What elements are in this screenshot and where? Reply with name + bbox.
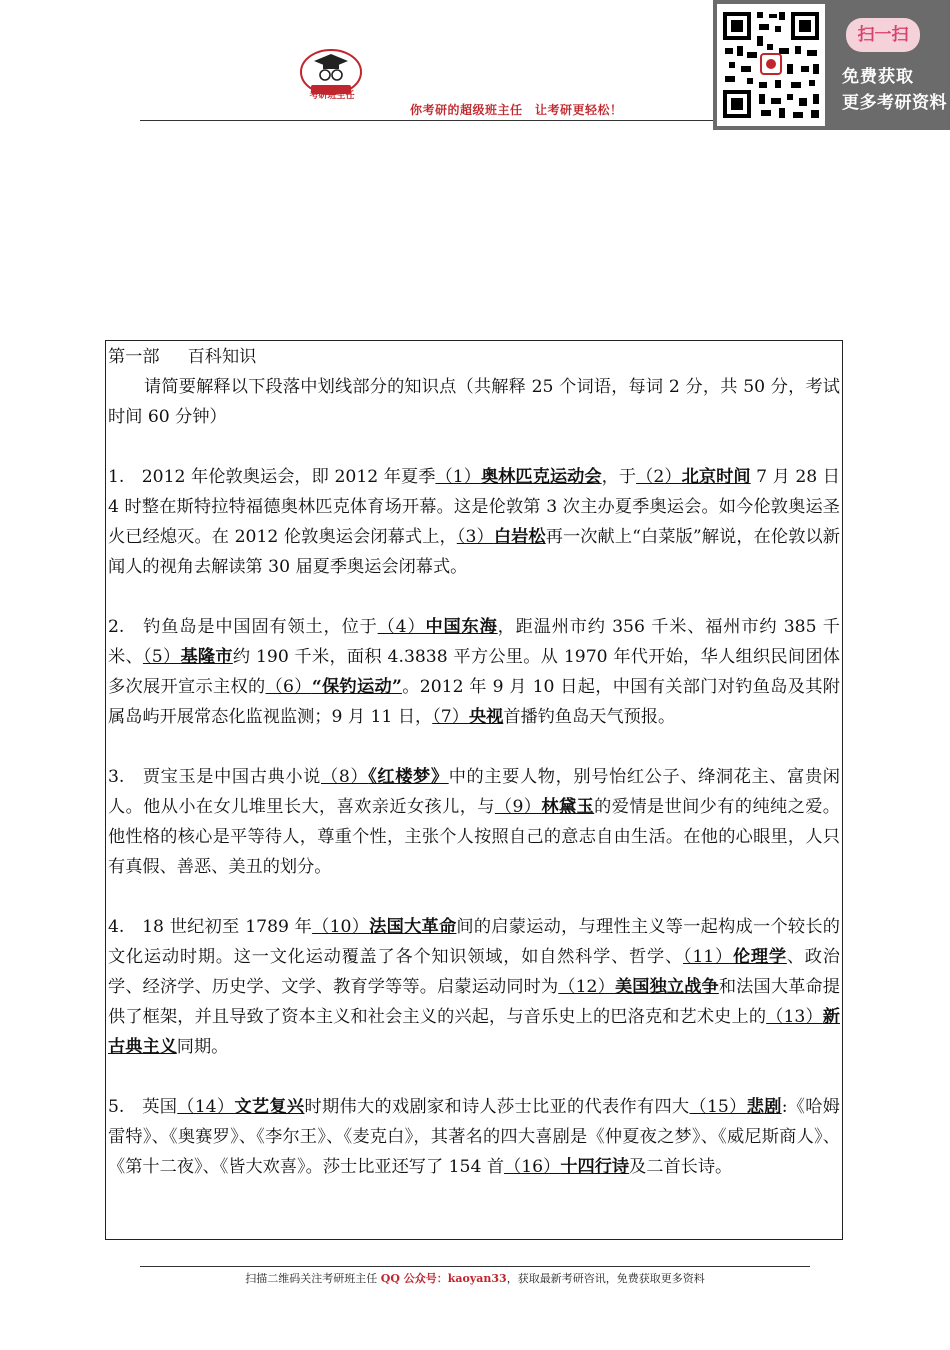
promo-line-2: 更多考研资料 <box>842 93 947 113</box>
term-4: （4）中国东海 <box>377 617 498 637</box>
term-8: （8）《红楼梦》 <box>321 767 449 787</box>
promo-line-1: 免费获取 <box>842 67 914 87</box>
term-14: （14）文艺复兴 <box>177 1097 305 1117</box>
footer: 扫描二维码关注考研班主任 QQ 公众号：kaoyan33，获取最新考研咨讯，免费获取更多资料 <box>245 1272 705 1285</box>
header-divider <box>140 120 715 121</box>
term-9: （9）林黛玉 <box>494 797 595 817</box>
term-2: （2）北京时间 <box>636 467 751 487</box>
term-15: （15）悲剧 <box>689 1097 782 1117</box>
footer-account: QQ 公众号：kaoyan33 <box>380 1272 507 1285</box>
term-1: （1）奥林匹克运动会 <box>435 467 602 487</box>
part-heading <box>108 342 840 372</box>
term-16: （16）十四行诗 <box>504 1157 630 1177</box>
term-13: （13）新古典主义 <box>108 1007 840 1057</box>
paragraph-2: 2. 钓鱼岛是中国固有领土，位于（4）中国东海，距温州市约 356 千米、福州市约 385 千米、（5）基隆市约 190 千米，面积 4.3838 平方公里。从 1970 年代开始，华人组织民间团体多次展开宣示主权的（6）“保钓运动”。2012 年 9 月 10 日起，中国有关部门对钓鱼岛及其附属岛屿开展常态化监视监测；9 月 11 日，（7）央视首播钓鱼岛天气预报。 <box>108 617 840 727</box>
term-3: （3）白岩松 <box>456 527 546 547</box>
paragraph-4: 4. 18 世纪初至 1789 年（10）法国大革命间的启蒙运动，与理性主义等一起构成一个较长的文化运动时期。这一文化运动覆盖了各个知识领域，如自然科学、哲学、（11）伦理学、政治学、经济学、历史学、文学、教育学等等。启蒙运动同时为（12）美国独立战争和法国大革命提供了框架，并且导致了资本主义和社会主义的兴起，与音乐史上的巴洛克和艺术史上的（13）新古典主义同期。 <box>108 917 840 1057</box>
question-content <box>108 342 840 1182</box>
term-10: （10）法国大革命 <box>312 917 457 937</box>
paragraph-3: 3. 贾宝玉是中国古典小说（8）《红楼梦》中的主要人物，别号怡红公子、绛洞花主、富贵闲人。他从小在女儿堆里长大，喜欢亲近女孩儿，与（9）林黛玉的爱情是世间少有的纯纯之爱。他性格的核心是平等待人，尊重个性，主张个人按照自己的意志自由生活。在他的心眼里，人只有真假、善恶、美丑的划分。 <box>108 767 840 877</box>
term-7: （7）央视 <box>432 707 504 727</box>
part-name: 百科知识 <box>187 347 257 367</box>
header-slogan: 你考研的超级班主任 让考研更轻松！ <box>410 103 623 117</box>
promo-scan-badge: 扫一扫 <box>846 18 920 52</box>
term-5: （5）基隆市 <box>142 647 233 667</box>
logo-text: 考研班主任 <box>309 91 355 101</box>
paragraph-5: 5. 英国（14）文艺复兴时期伟大的戏剧家和诗人莎士比亚的代表作有四大（15）悲剧:《哈姆雷特》、《奥赛罗》、《李尔王》、《麦克白》，其著名的四大喜剧是《仲夏夜之梦》、《威尼斯商人》、《第十二夜》、《皆大欢喜》。莎士比亚还写了 154 首（16）十四行诗及二首长诗。 <box>108 1097 840 1177</box>
instruction: 请简要解释以下段落中划线部分的知识点（共解释 25 个词语，每词 2 分，共 50 分，考试时间 60 分钟） <box>108 377 840 427</box>
term-11: （11）伦理学 <box>682 947 787 967</box>
paragraph-1: 1. 2012 年伦敦奥运会，即 2012 年夏季（1）奥林匹克运动会，于（2）北京时间 7 月 28 日 4 时整在斯特拉特福德奥林匹克体育场开幕。这是伦敦第 3 次主办夏季奥运会。如今伦敦奥运圣火已经熄灭。在 2012 伦敦奥运会闭幕式上，（3）白岩松再一次献上“白菜版”解说，在伦敦以新闻人的视角去解读第 30 届夏季奥运会闭幕式。 <box>108 467 840 577</box>
part-title: 第一部 <box>108 347 160 367</box>
qr-code-icon[interactable] <box>717 4 825 126</box>
term-12: （12）美国独立战争 <box>558 977 719 997</box>
footer-divider <box>140 1266 810 1267</box>
term-6: （6）“保钓运动” <box>265 677 402 697</box>
